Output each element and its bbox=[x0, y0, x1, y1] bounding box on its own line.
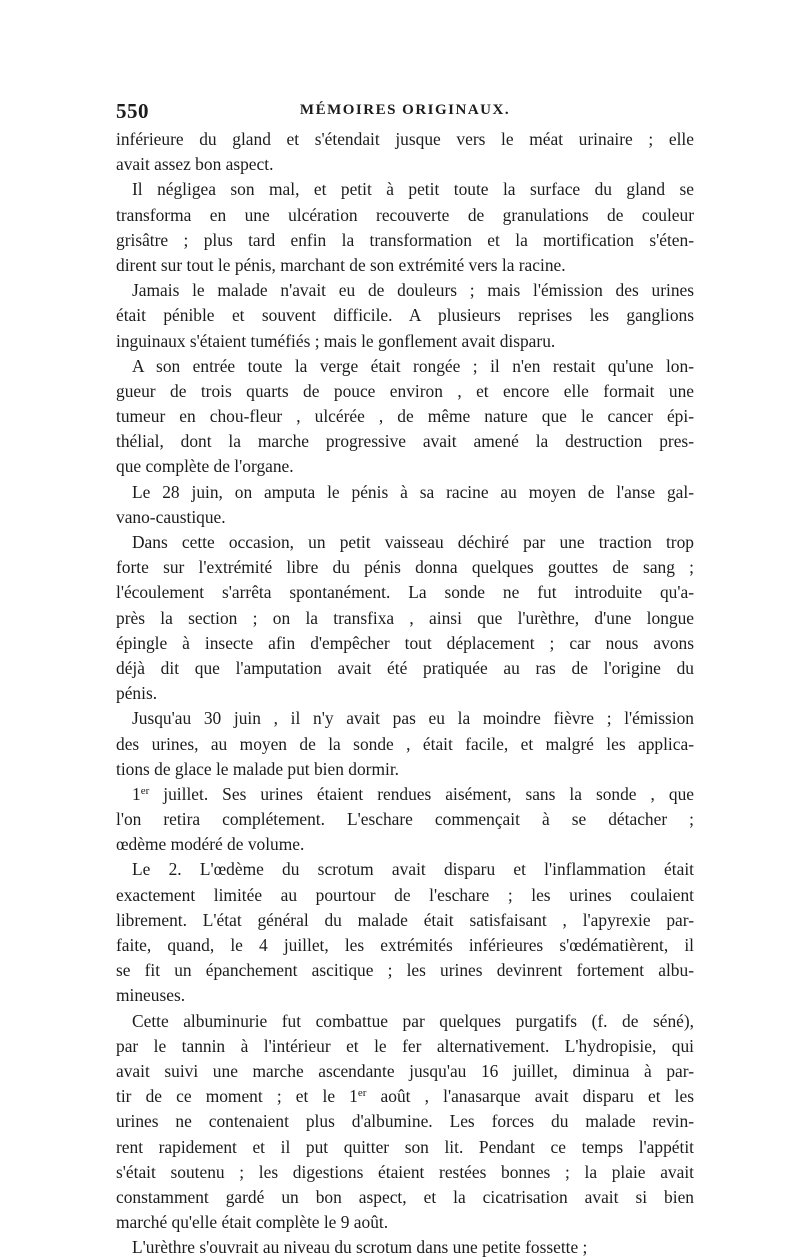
text-line: Il négligea son mal, et petit à petit toute la surface du gland se bbox=[132, 179, 694, 200]
paragraph bbox=[116, 530, 694, 706]
text-line: transforma en une ulcération recouverte de granulations de couleur bbox=[116, 204, 694, 225]
text-line: œdème modéré de volume. bbox=[116, 834, 305, 855]
text-line: Le 28 juin, on amputa le pénis à sa racine au moyen de l'anse gal- bbox=[132, 481, 694, 502]
page-number: 550 bbox=[116, 99, 149, 123]
paragraph bbox=[116, 782, 694, 858]
text-line: que complète de l'organe. bbox=[116, 456, 294, 477]
paragraph bbox=[116, 1009, 694, 1236]
text-line: l'écoulement s'arrêta spontanément. La sonde ne fut introduite qu'a- bbox=[116, 582, 694, 603]
text-line: exactement limitée au pourtour de l'eschare ; les urines coulaient bbox=[116, 884, 694, 905]
text-line: des urines, au moyen de la sonde , était facile, et malgré les applica- bbox=[116, 733, 694, 754]
paragraph bbox=[116, 706, 694, 782]
text-line: s'était soutenu ; les digestions étaient restées bonnes ; la plaie avait bbox=[116, 1161, 694, 1182]
text-line: mineuses. bbox=[116, 985, 186, 1006]
text-line: rent rapidement et il put quitter son lit. Pendant ce temps l'appétit bbox=[116, 1136, 694, 1157]
text-line: thélial, dont la marche progressive avait amené la destruction pres- bbox=[116, 431, 694, 452]
text-line: Cette albuminurie fut combattue par quelques purgatifs (f. de séné), bbox=[132, 1010, 694, 1031]
text-line: tir de ce moment ; et le 1er août , l'anasarque avait disparu et les bbox=[116, 1086, 694, 1107]
paragraph bbox=[116, 857, 694, 1008]
paragraph bbox=[116, 127, 694, 177]
text-line: 1er juillet. Ses urines étaient rendues aisément, sans la sonde , que bbox=[132, 783, 694, 804]
text-line: se fit un épanchement ascitique ; les urines devinrent fortement albu- bbox=[116, 960, 694, 981]
text-line: L'urèthre s'ouvrait au niveau du scrotum dans une petite fossette ; bbox=[132, 1237, 588, 1258]
text-line: constamment gardé un bon aspect, et la cicatrisation avait si bien bbox=[116, 1186, 694, 1207]
text-line: vano-caustique. bbox=[116, 506, 226, 527]
text-line: par le tannin à l'intérieur et le fer alternativement. L'hydropisie, qui bbox=[116, 1035, 694, 1056]
text-line: Dans cette occasion, un petit vaisseau déchiré par une traction trop bbox=[132, 532, 694, 552]
text-line: était pénible et souvent difficile. A plusieurs reprises les ganglions bbox=[116, 305, 694, 326]
text-line: librement. L'état général du malade était satisfaisant , l'apyrexie par- bbox=[116, 909, 694, 930]
text-line: faite, quand, le 4 juillet, les extrémités inférieures s'œdématièrent, il bbox=[116, 935, 694, 955]
text-line: marché qu'elle était complète le 9 août. bbox=[116, 1212, 389, 1233]
text-line: Jamais le malade n'avait eu de douleurs ; mais l'émission des urines bbox=[132, 280, 694, 301]
running-head bbox=[116, 99, 694, 127]
text-line: avait assez bon aspect. bbox=[116, 154, 274, 175]
text-line: Jusqu'au 30 juin , il n'y avait pas eu la moindre fièvre ; l'émission bbox=[132, 708, 694, 729]
paragraph bbox=[116, 177, 694, 278]
text-line: inférieure du gland et s'étendait jusque vers le méat urinaire ; elle bbox=[116, 129, 694, 149]
text-line: près la section ; on la transfixa , ainsi que l'urèthre, d'une longue bbox=[116, 607, 694, 628]
text-line: tions de glace le malade put bien dormir. bbox=[116, 758, 399, 779]
running-title: MÉMOIRES ORIGINAUX. bbox=[299, 102, 511, 118]
text-line: déjà dit que l'amputation avait été pratiquée au ras de l'origine du bbox=[116, 657, 694, 678]
text-line: forte sur l'extrémité libre du pénis donna quelques gouttes de sang ; bbox=[116, 557, 694, 578]
text-line: inguinaux s'étaient tuméfiés ; mais le gonflement avait disparu. bbox=[116, 330, 556, 351]
body-text bbox=[116, 127, 694, 1260]
text-line: avait suivi une marche ascendante jusqu'au 16 juillet, diminua à par- bbox=[116, 1060, 694, 1081]
paragraph bbox=[116, 480, 694, 530]
text-line: l'on retira complétement. L'eschare commençait à se détacher ; bbox=[116, 809, 694, 830]
paragraph bbox=[116, 278, 694, 354]
text-line: pénis. bbox=[116, 683, 158, 704]
text-line: épingle à insecte afin d'empêcher tout déplacement ; car nous avons bbox=[116, 632, 694, 653]
paragraph bbox=[116, 1235, 694, 1260]
text-line: dirent sur tout le pénis, marchant de son extrémité vers la racine. bbox=[116, 254, 566, 275]
text-line: Le 2. L'œdème du scrotum avait disparu et l'inflammation était bbox=[132, 859, 694, 880]
text-line: tumeur en chou-fleur , ulcérée , de même nature que le cancer épi- bbox=[116, 406, 694, 427]
paragraph bbox=[116, 354, 694, 480]
text-line: gueur de trois quarts de pouce environ , et encore elle formait une bbox=[116, 380, 694, 401]
text-line: A son entrée toute la verge était rongée ; il n'en restait qu'une lon- bbox=[132, 355, 694, 376]
text-line: urines ne contenaient plus d'albumine. Les forces du malade revin- bbox=[116, 1111, 694, 1132]
text-line: grisâtre ; plus tard enfin la transformation et la mortification s'éten- bbox=[116, 229, 694, 250]
